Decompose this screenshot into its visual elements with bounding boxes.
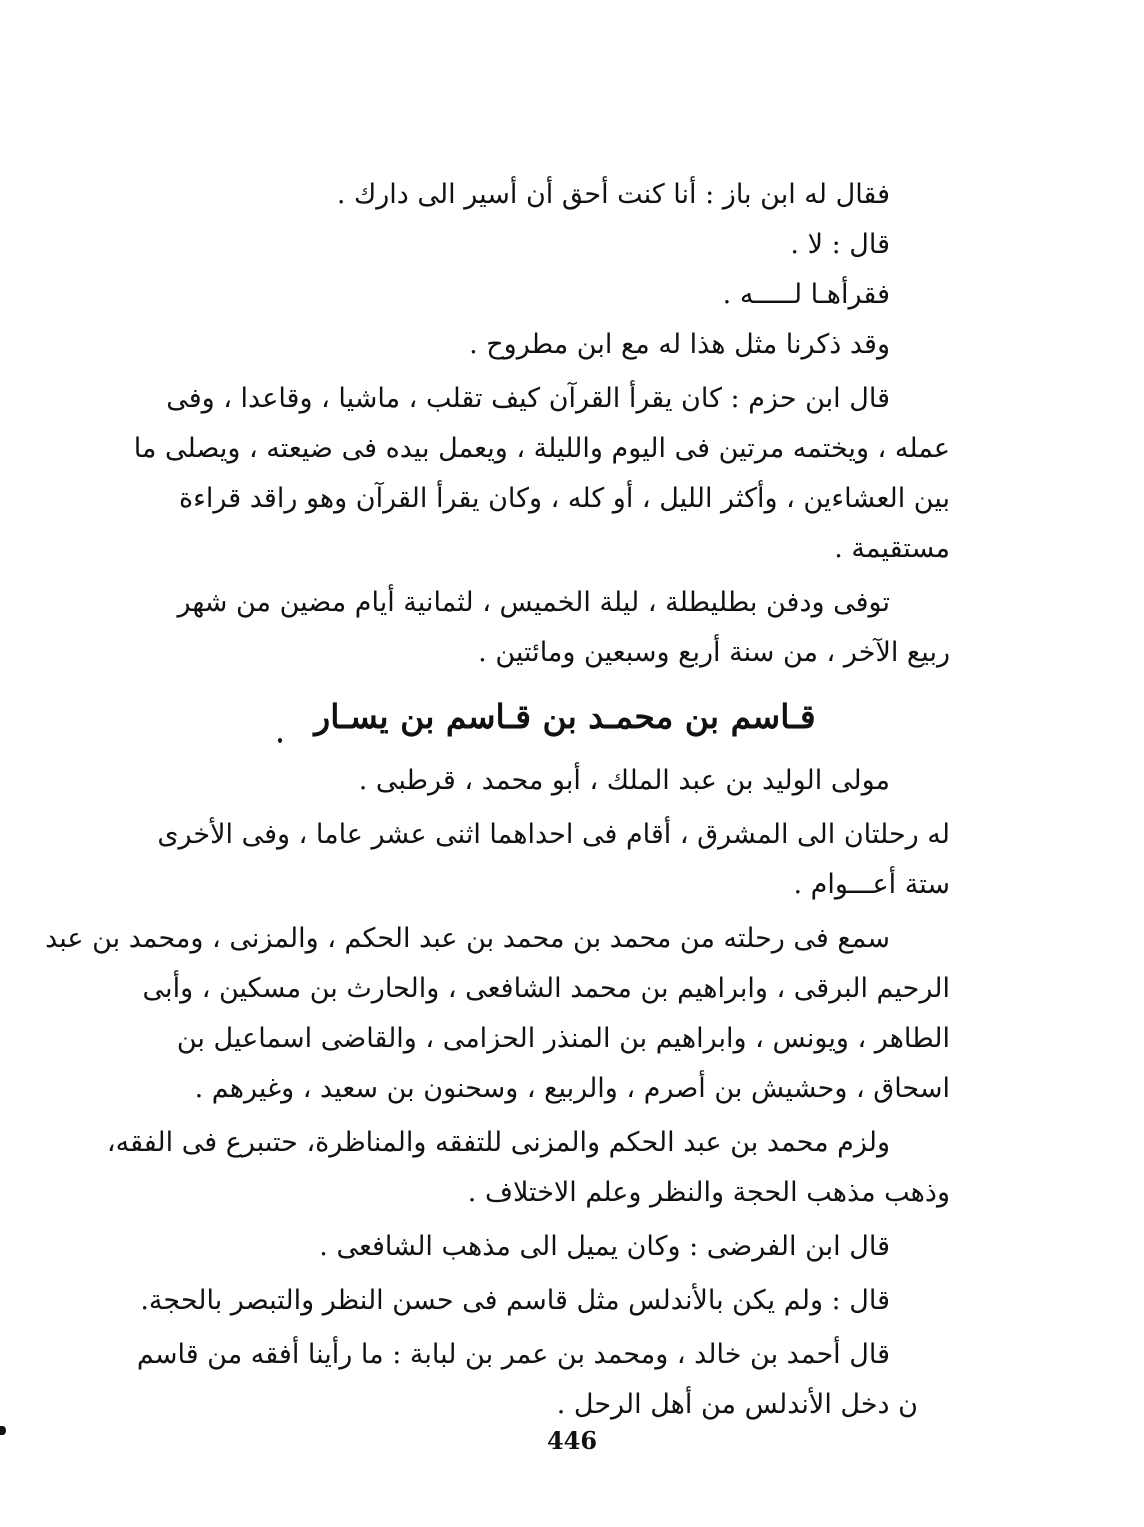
text-line: ربيع الآخر ، من سنة أربع وسبعين ومائتين . [478, 637, 950, 668]
text-line: قال أحمد بن خالد ، ومحمد بن عمر بن لبابة : ما رأينا أفقه من قاسم [136, 1339, 890, 1370]
text-line: قال : ولم يكن بالأندلس مثل قاسم فى حسن النظر والتبصر بالحجة. [140, 1285, 890, 1316]
margin-dot [0, 1426, 6, 1435]
text-line: ولزم محمد بن عبد الحكم والمزنى للتفقه والمناظرة، حتىبرع فى الفقه، [106, 1127, 890, 1158]
text-line: مولى الوليد بن عبد الملك ، أبو محمد ، قرطبى . [358, 765, 890, 796]
text-line: توفى ودفن بطليطلة ، ليلة الخميس ، لثمانية أيام مضين من شهر [177, 587, 890, 618]
text-line: ستة أعـــوام . [793, 869, 950, 900]
text-line: الرحيم البرقى ، وابراهيم بن محمد الشافعى ، والحارث بن مسكين ، وأبى [142, 973, 950, 1004]
text-line: فقرأهـا لـــــه . [722, 279, 890, 310]
section-heading: قـاسم بن محمـد بن قـاسم بن يسـار [314, 697, 816, 736]
text-line: سمع فى رحلته من محمد بن محمد بن عبد الحكم ، والمزنى ، ومحمد بن عبد [45, 923, 890, 954]
text-line: قال : لا . [790, 229, 890, 260]
text-line: ن دخل الأندلس من أهل الرحل . [556, 1389, 918, 1420]
ink-speck [278, 738, 282, 743]
text-line: له رحلتان الى المشرق ، أقام فى احداهما اثنى عشر عاما ، وفى الأخرى [157, 819, 950, 850]
text-line: فقال له ابن باز : أنا كنت أحق أن أسير الى دارك . [336, 179, 890, 210]
page-text-block [45, 170, 950, 1430]
text-line: الطاهر ، ويونس ، وابراهيم بن المنذر الحزامى ، والقاضى اسماعيل بن [176, 1023, 950, 1054]
text-line: اسحاق ، وحشيش بن أصرم ، والربيع ، وسحنون بن سعيد ، وغيرهم . [194, 1073, 950, 1104]
text-line: عمله ، ويختمه مرتين فى اليوم والليلة ، ويعمل بيده فى ضيعته ، ويصلى ما [133, 433, 950, 464]
page-number: 446 [546, 1426, 598, 1455]
text-line: بين العشاءين ، وأكثر الليل ، أو كله ، وكان يقرأ القرآن وهو راقد قراءة [179, 483, 950, 514]
text-line: قال ابن الفرضى : وكان يميل الى مذهب الشافعى . [319, 1231, 890, 1262]
text-line: قال ابن حزم : كان يقرأ القرآن كيف تقلب ، ماشيا ، وقاعدا ، وفى [166, 383, 890, 414]
text-line: وقد ذكرنا مثل هذا له مع ابن مطروح . [469, 329, 890, 360]
text-line: مستقيمة . [834, 533, 950, 564]
text-line: وذهب مذهب الحجة والنظر وعلم الاختلاف . [467, 1177, 950, 1208]
